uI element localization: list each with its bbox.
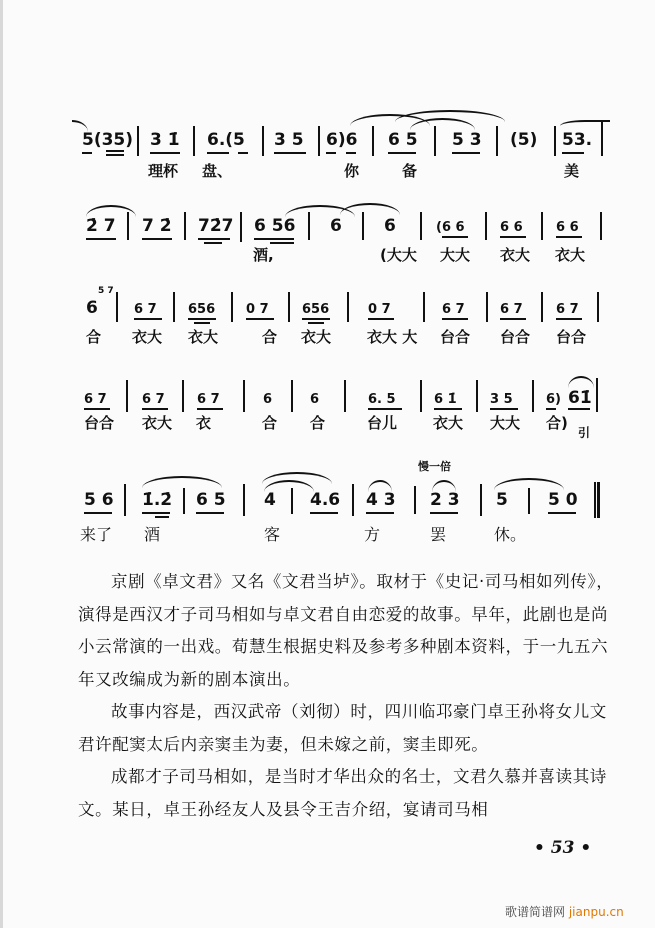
note-group: 2 3 xyxy=(430,490,460,510)
note-group: 7 2̇ xyxy=(142,216,172,236)
underline xyxy=(302,318,330,320)
barline xyxy=(596,378,598,412)
underline xyxy=(500,318,526,320)
underline xyxy=(546,408,556,410)
underline xyxy=(86,238,116,240)
underline xyxy=(198,238,230,240)
underline xyxy=(134,318,162,320)
barline xyxy=(486,292,488,322)
percussion-syllable: 衣大 xyxy=(132,328,163,346)
tempo-marking: 慢一倍 xyxy=(418,460,451,473)
note-group: 6 5 xyxy=(196,490,226,510)
cue-marking: 引 xyxy=(578,426,591,440)
barline xyxy=(352,484,354,516)
underline xyxy=(142,238,172,240)
note-group: 6 xyxy=(263,392,273,407)
note-group: 0 7 xyxy=(368,302,391,317)
underline xyxy=(388,152,416,154)
note-group: 6 7 xyxy=(556,302,579,317)
note-group: 1̇.2̇ xyxy=(142,490,173,510)
barline xyxy=(420,212,422,240)
lyric: 酒, xyxy=(253,246,274,264)
underline xyxy=(254,238,294,240)
underline xyxy=(106,154,124,156)
underline xyxy=(490,408,518,410)
barline xyxy=(423,292,425,322)
percussion-syllable: 台合 xyxy=(556,328,587,346)
note-group: (5) xyxy=(510,130,538,150)
score-line-3 xyxy=(0,282,655,352)
paragraph: 京剧《卓文君》又名《文君当垆》。取材于《史记·司马相如列传》，演得是西汉才子司马相如与卓文君自由恋爱的故事。早年，此剧也是尚小云常演的一出戏。荀慧生根据史料及参考多种剧本资料，于一九五六年又改编成为新的剧本演出。 xyxy=(78,572,614,689)
underline xyxy=(500,236,526,238)
barline xyxy=(308,212,310,240)
barline xyxy=(597,292,599,322)
percussion-syllable: 衣大 xyxy=(142,414,173,432)
note-group: 3 5 xyxy=(490,392,513,407)
barline xyxy=(480,484,482,516)
note-group: 5(35) xyxy=(82,130,134,150)
note-group: 656 xyxy=(188,302,216,317)
barline xyxy=(344,380,346,412)
underline xyxy=(366,512,394,514)
percussion-syllable: 衣大 xyxy=(433,414,464,432)
watermark xyxy=(505,903,624,920)
percussion-syllable: 合 xyxy=(262,414,278,432)
lyric: 客 xyxy=(264,525,281,544)
underline xyxy=(142,408,168,410)
note-group: 6 5 xyxy=(388,130,418,150)
note-group: 4 3 xyxy=(366,490,396,510)
underline xyxy=(562,152,584,154)
underline xyxy=(368,318,394,320)
note-group: 5 0 xyxy=(548,490,578,510)
underline xyxy=(150,152,180,154)
note-group: 53. xyxy=(562,130,593,150)
score-line-2 xyxy=(0,200,655,270)
percussion-syllable: 衣 xyxy=(196,414,212,432)
underline xyxy=(346,152,356,154)
underline xyxy=(188,318,216,320)
barline xyxy=(240,212,242,242)
barline xyxy=(420,380,422,412)
note-group: 5 3 xyxy=(452,130,482,150)
barline xyxy=(243,380,245,412)
barline xyxy=(127,212,129,240)
barline xyxy=(182,380,184,412)
barline xyxy=(362,212,364,240)
underline xyxy=(196,512,224,514)
percussion-syllable: 大大 xyxy=(490,414,521,432)
barline xyxy=(372,126,374,156)
lyric: 备 xyxy=(402,162,418,180)
barline xyxy=(183,488,185,514)
underline xyxy=(194,322,210,324)
underline xyxy=(142,512,170,514)
tie-arc xyxy=(568,376,594,388)
lyric: 盘、 xyxy=(202,162,233,180)
paragraph: 成都才子司马相如，是当时才华出众的名士，文君久慕并喜读其诗文。某日，卓王孙经友人及县令王吉介绍，宴请司马相 xyxy=(78,767,607,819)
barline xyxy=(291,380,293,412)
note-group: 6. 5 xyxy=(368,392,396,407)
barline xyxy=(243,484,245,516)
percussion-syllable: 台合 xyxy=(500,328,531,346)
note-group: 6 7 xyxy=(134,302,157,317)
page-number: • 53 • xyxy=(534,838,592,858)
barline xyxy=(184,212,186,240)
watermark-url[interactable]: jianpu.cn xyxy=(568,905,624,919)
watermark-site-name: 歌谱简谱网 xyxy=(505,905,566,919)
percussion-syllable: 衣大 xyxy=(500,246,531,264)
underline xyxy=(442,236,468,238)
note-group: 4 xyxy=(264,490,276,510)
barline xyxy=(601,122,603,156)
barline xyxy=(137,126,139,156)
article-body xyxy=(78,566,618,826)
lyric: 理杯 xyxy=(148,162,179,180)
grace-note: 5 7 xyxy=(98,286,114,296)
note-group: 6 7 xyxy=(84,392,107,407)
barline xyxy=(288,292,290,322)
underline xyxy=(84,512,112,514)
percussion-syllable: 衣大 xyxy=(188,328,219,346)
barline xyxy=(347,292,349,322)
paragraph: 故事内容是，西汉武帝（刘彻）时，四川临邛豪门卓王孙将女儿文君许配窦太后内亲窦圭为妻，但未嫁之前，窦圭即死。 xyxy=(78,702,607,754)
barline xyxy=(126,380,128,412)
note-group: 6 7 xyxy=(500,302,523,317)
barline xyxy=(193,126,195,156)
barline xyxy=(528,488,530,514)
lyric: 方 xyxy=(364,525,381,544)
barline xyxy=(173,292,175,322)
underline xyxy=(246,318,274,320)
final-barline xyxy=(594,482,600,518)
barline xyxy=(291,488,293,514)
note-group: 5 xyxy=(496,490,508,510)
note-group: 6 xyxy=(384,216,396,236)
barline xyxy=(554,126,556,156)
note-group: 6) xyxy=(546,392,561,407)
underline xyxy=(84,408,110,410)
percussion-syllable: 衣大 大 xyxy=(367,328,418,346)
percussion-syllable: 衣大 xyxy=(555,246,586,264)
lyric: 休。 xyxy=(494,525,527,544)
barline xyxy=(600,212,602,240)
barline xyxy=(231,292,233,322)
underline xyxy=(106,150,124,152)
score-line-1 xyxy=(0,110,655,190)
percussion-syllable: 台合 xyxy=(84,414,115,432)
note-group: 3 1̇ xyxy=(150,130,180,150)
underline xyxy=(197,408,223,410)
note-group: 61̇ xyxy=(568,388,592,408)
note-group: 3 5 xyxy=(274,130,304,150)
underline xyxy=(430,512,458,514)
barline xyxy=(532,380,534,412)
underline xyxy=(308,322,324,324)
note-group: 0 7 xyxy=(246,302,269,317)
note-group: 6 7 xyxy=(197,392,220,407)
note-group: 6 6 xyxy=(556,220,579,235)
note-group: 5 6 xyxy=(84,490,114,510)
note-group: 72̇7 xyxy=(198,216,234,236)
note-group: 6 1̇ xyxy=(434,392,457,407)
barline xyxy=(414,486,416,514)
percussion-syllable: 衣大 xyxy=(301,328,332,346)
note-group: 6 6 xyxy=(500,220,523,235)
score-line-4 xyxy=(0,370,655,440)
underline xyxy=(238,152,248,154)
underline xyxy=(274,152,306,154)
underline xyxy=(548,512,576,514)
lyric: 罢 xyxy=(430,525,447,544)
barline xyxy=(476,380,478,412)
underline xyxy=(568,408,590,410)
barline xyxy=(485,212,487,240)
note-group: 2̇ 7 xyxy=(86,216,116,236)
note-group: 6)6 xyxy=(326,130,358,150)
note-group: 6.(5 xyxy=(207,130,245,150)
barline xyxy=(434,126,436,156)
percussion-syllable: 大大 xyxy=(440,246,471,264)
underline xyxy=(556,236,582,238)
note-group: 656 xyxy=(302,302,330,317)
underline xyxy=(310,512,338,514)
note-group: 6 xyxy=(86,298,98,318)
underline xyxy=(204,242,222,244)
lyric: 来了 xyxy=(80,525,113,544)
percussion-syllable: 合) xyxy=(546,414,568,432)
percussion-syllable: 合 xyxy=(310,414,326,432)
underline xyxy=(556,318,582,320)
barline xyxy=(541,212,543,240)
barline xyxy=(541,292,543,322)
percussion-syllable: 合 xyxy=(86,328,102,346)
underline xyxy=(207,152,229,154)
underline xyxy=(434,408,462,410)
underline xyxy=(326,152,336,154)
note-group: 6 xyxy=(310,392,320,407)
barline xyxy=(124,484,126,516)
underline xyxy=(442,318,468,320)
lyric: 美 xyxy=(564,162,580,180)
barline xyxy=(496,126,498,156)
underline xyxy=(368,408,402,410)
underline xyxy=(270,242,294,244)
score-line-5 xyxy=(0,458,655,548)
note-group: 6 7 xyxy=(142,392,165,407)
note-group: 6 7 xyxy=(442,302,465,317)
tie-arc xyxy=(340,203,400,215)
lyric: 你 xyxy=(344,162,360,180)
barline xyxy=(318,126,320,156)
percussion-syllable: 台儿 xyxy=(367,414,398,432)
underline xyxy=(452,152,480,154)
percussion-syllable: 合 xyxy=(262,328,278,346)
note-group: 4.6 xyxy=(310,490,341,510)
barline xyxy=(116,292,118,322)
barline xyxy=(262,126,264,156)
percussion-syllable: (大大 xyxy=(380,246,417,264)
tie-arc xyxy=(142,476,222,488)
underline xyxy=(82,152,92,154)
note-group: 6 xyxy=(330,216,342,236)
note-group: (6 6 xyxy=(436,220,465,235)
underline xyxy=(155,516,169,518)
percussion-syllable: 台合 xyxy=(440,328,471,346)
note-group: 6 56 xyxy=(254,216,296,236)
lyric: 酒 xyxy=(144,525,161,544)
